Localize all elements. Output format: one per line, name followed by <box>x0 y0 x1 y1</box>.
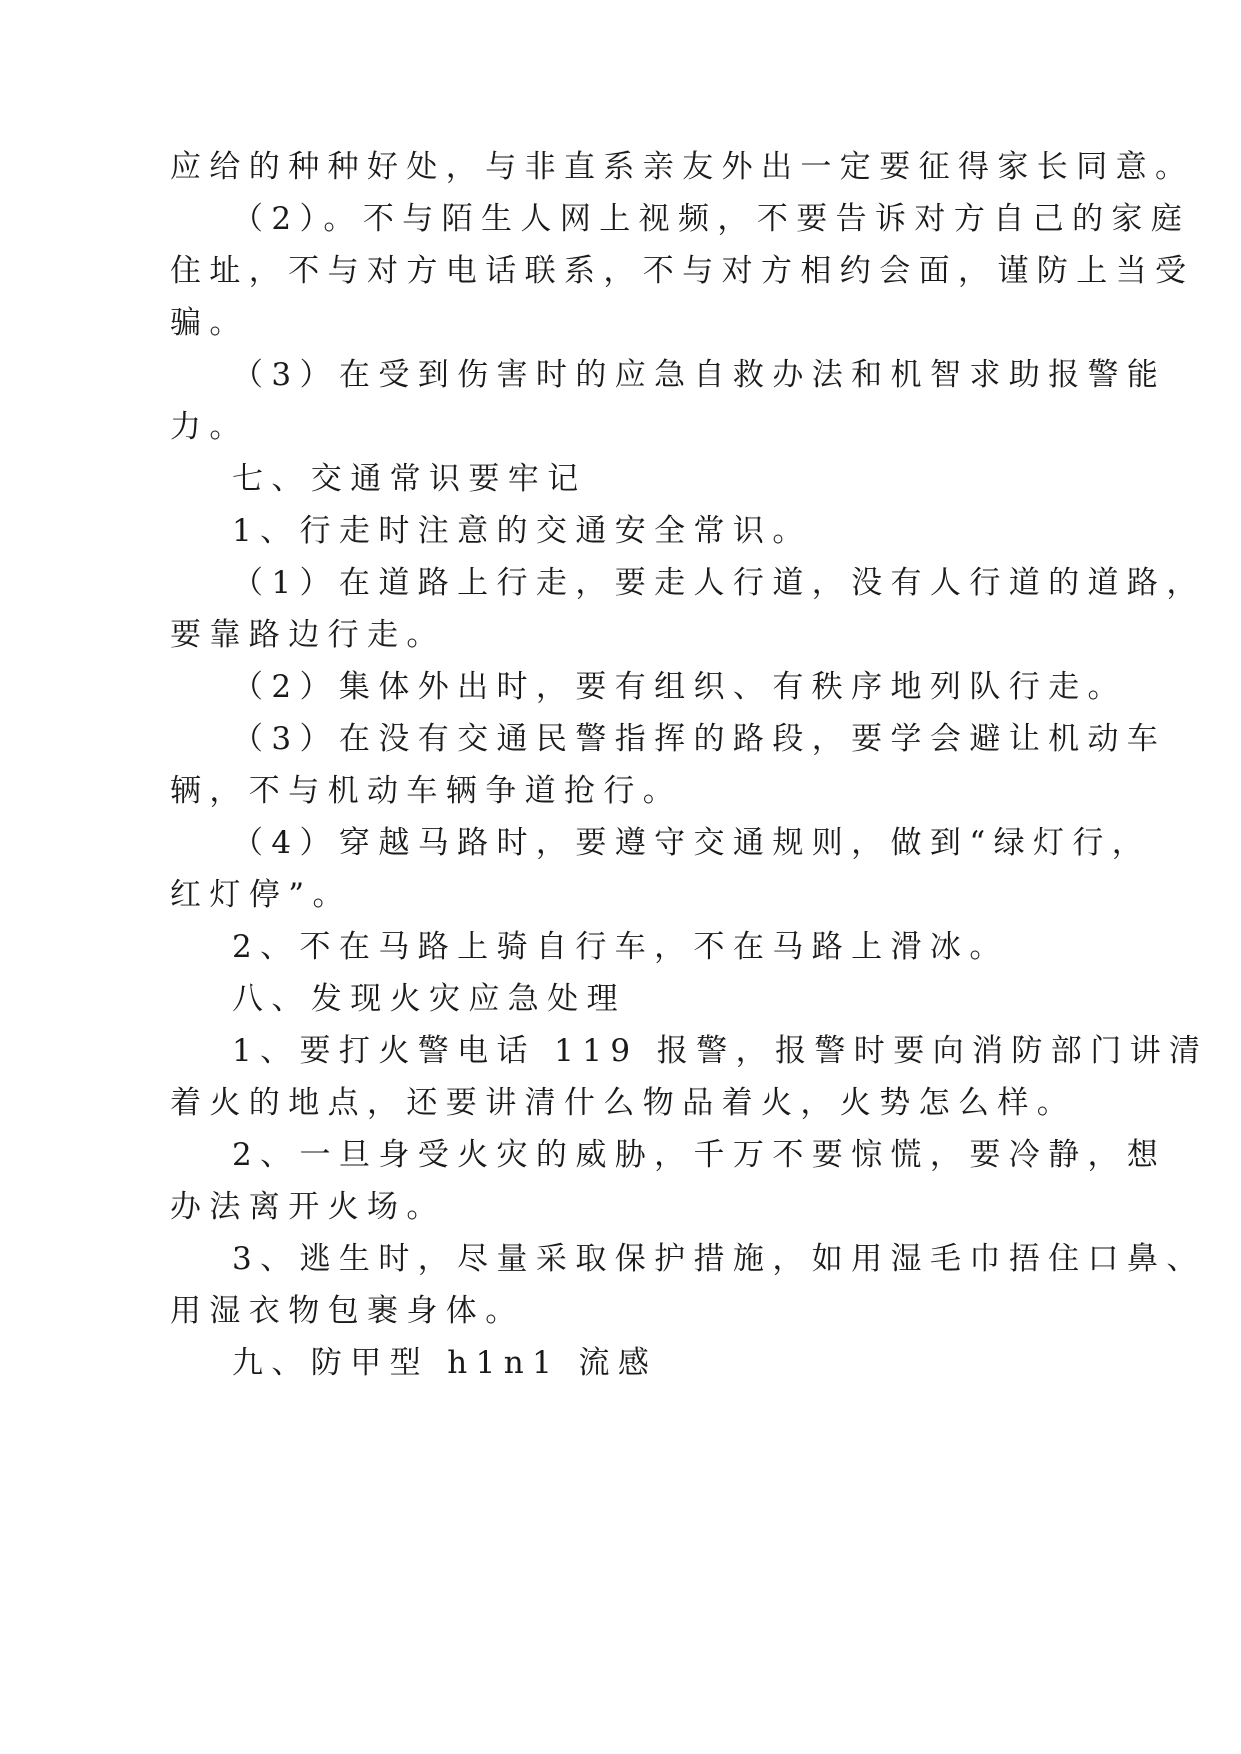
text-line: 2、一旦身受火灾的威胁，千万不要惊慌，要冷静，想 <box>232 1137 1167 1173</box>
text-line: 红灯停”。 <box>170 877 352 913</box>
text-line: 办法离开火场。 <box>170 1189 446 1225</box>
text-line: 骗。 <box>170 305 249 341</box>
text-line: 用湿衣物包裹身体。 <box>170 1293 525 1329</box>
text-line: 着火的地点，还要讲清什么物品着火，火势怎么样。 <box>170 1085 1077 1121</box>
text-line: 应给的种种好处，与非直系亲友外出一定要征得家长同意。 <box>170 149 1195 185</box>
text-line: 1、要打火警电话 119 报警，报警时要向消防部门讲清 <box>232 1033 1209 1069</box>
text-line: 2、不在马路上骑自行车，不在马路上滑冰。 <box>232 929 1009 965</box>
text-line: （2）集体外出时，要有组织、有秩序地列队行走。 <box>232 669 1127 705</box>
text-line: 要靠路边行走。 <box>170 617 446 653</box>
text-line: 辆，不与机动车辆争道抢行。 <box>170 773 683 809</box>
text-line: （4）穿越马路时，要遵守交通规则，做到“绿灯行， <box>232 825 1152 861</box>
section-heading: 八、发现火灾应急处理 <box>232 981 626 1017</box>
text-line: （3）在没有交通民警指挥的路段，要学会避让机动车 <box>232 721 1167 757</box>
text-line: 住址，不与对方电话联系，不与对方相约会面，谨防上当受 <box>170 253 1195 289</box>
text-line: 3、逃生时，尽量采取保护措施，如用湿毛巾捂住口鼻、 <box>232 1241 1206 1277</box>
text-line: （2）。不与陌生人网上视频，不要告诉对方自己的家庭 <box>232 201 1191 237</box>
text-line: （3）在受到伤害时的应急自救办法和机智求助报警能 <box>232 357 1167 393</box>
section-heading: 七、交通常识要牢记 <box>232 461 587 497</box>
text-line: 1、行走时注意的交通安全常识。 <box>232 513 812 549</box>
text-line: （1）在道路上行走，要走人行道，没有人行道的道路， <box>232 565 1206 601</box>
section-heading: 九、防甲型 h1n1 流感 <box>232 1345 658 1381</box>
text-line: 力。 <box>170 409 249 445</box>
